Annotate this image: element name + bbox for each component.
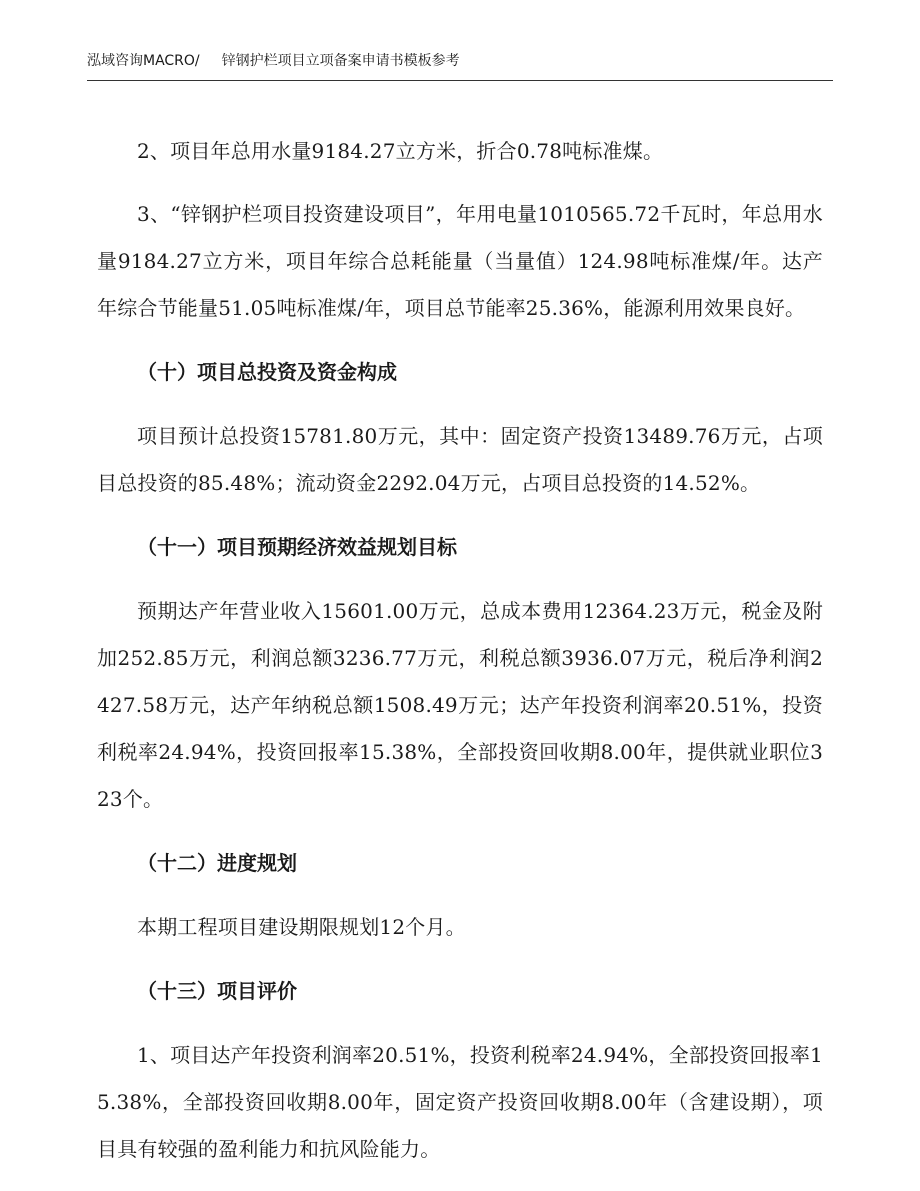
- paragraph-economic-benefit: 预期达产年营业收入15601.00万元，总成本费用12364.23万元，税金及附加252.85万元，利润总额3236.77万元，利税总额3936.07万元，税后净利润2427.58万元，达产年纳税总额1508.49万元；达产年投资利润率20.51%，投资利税率24.94%，投资回报率15.38%，全部投资回收期8.00年，提供就业职位323个。: [97, 599, 823, 811]
- paragraph-schedule: 本期工程项目建设期限规划12个月。: [137, 915, 466, 939]
- heading-total-investment: （十）项目总投资及资金构成: [137, 360, 397, 384]
- header-source: 泓域咨询MACRO/: [87, 53, 200, 69]
- heading-schedule: （十二）进度规划: [137, 851, 297, 875]
- page-header: [87, 50, 833, 81]
- document-body: [97, 128, 823, 1190]
- paragraph-evaluation: 1、项目达产年投资利润率20.51%，投资利税率24.94%，全部投资回报率15.38%，全部投资回收期8.00年，固定资产投资回收期8.00年（含建设期），项目具有较强的盈利能力和抗风险能力。: [97, 1043, 823, 1161]
- paragraph-water-usage: 2、项目年总用水量9184.27立方米，折合0.78吨标准煤。: [137, 139, 664, 163]
- paragraph-total-investment: 项目预计总投资15781.80万元，其中：固定资产投资13489.76万元，占项目总投资的85.48%；流动资金2292.04万元，占项目总投资的14.52%。: [97, 424, 823, 495]
- heading-evaluation: （十三）项目评价: [137, 979, 297, 1003]
- paragraph-energy-consumption: 3、“锌钢护栏项目投资建设项目”，年用电量1010565.72千瓦时，年总用水量9184.27立方米，项目年综合总耗能量（当量值）124.98吨标准煤/年。达产年综合节能量51.05吨标准煤/年，项目总节能率25.36%，能源利用效果良好。: [97, 202, 823, 320]
- header-document-title: 锌钢护栏项目立项备案申请书模板参考: [221, 53, 460, 69]
- heading-economic-benefit: （十一）项目预期经济效益规划目标: [137, 535, 457, 559]
